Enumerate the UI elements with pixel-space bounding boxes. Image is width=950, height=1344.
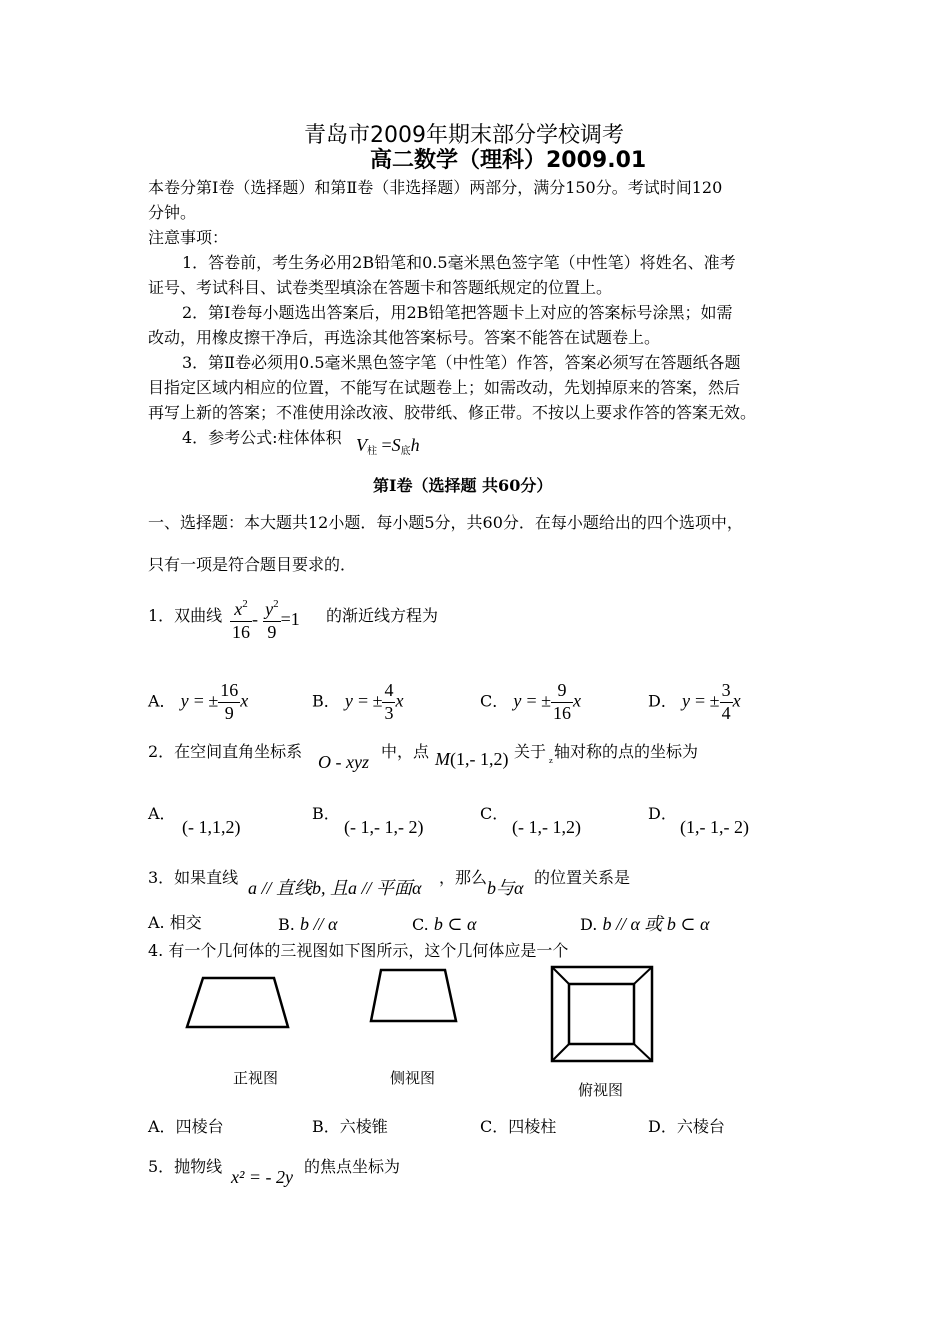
side-view-caption: 侧视图: [390, 1069, 436, 1087]
section-instructions: 只有一项是符合题目要求的．: [148, 555, 357, 574]
q2-axis: z: [549, 757, 553, 765]
notice-label: 注意事项：: [148, 228, 229, 247]
q3-condition: a // 直线b, 且a // 平面α: [248, 878, 422, 898]
q3-option-d[interactable]: D. b // α 或 b ⊂ α: [580, 914, 710, 934]
notice-item: 3．第Ⅱ卷必须用0.5毫米黑色签字笔（中性笔）作答，答案必须写在答题纸各题: [182, 353, 741, 372]
q3-mid: ，那么: [439, 868, 488, 887]
q2-point: M(1,- 1,2): [435, 749, 509, 769]
q2-mid: 中，点: [381, 742, 430, 761]
volume-formula: $V_柱 =S_底h$: [356, 435, 420, 457]
notice-item: 2．第Ⅰ卷每小题选出答案后，用2B铅笔把答题卡上对应的答案标号涂黑；如需: [182, 303, 733, 322]
side-view-figure: [366, 962, 466, 1028]
q1-option-c[interactable]: C． y = ± $\frac{9}{16}$ x: [480, 680, 581, 723]
intro-line: 本卷分第Ⅰ卷（选择题）和第Ⅱ卷（非选择题）两部分，满分150分。考试时间120: [148, 178, 723, 197]
q3-option-c[interactable]: C. b ⊂ α: [412, 914, 477, 934]
question-2-prefix: 2．在空间直角坐标系: [148, 742, 303, 761]
notice-item: 改动，用橡皮擦干净后，再选涂其他答案标号。答案不能答在试题卷上。: [148, 328, 661, 347]
page-title: 青岛市2009年期末部分学校调考: [304, 123, 624, 148]
question-5-suffix: 的焦点坐标为: [304, 1157, 401, 1176]
section-instructions: 一、选择题：本大题共12小题．每小题5分，共60分．在每小题给出的四个选项中，: [148, 513, 743, 532]
notice-item: 目指定区域内相应的位置，不能写在试题卷上；如需改动，先划掉原来的答案，然后: [148, 378, 741, 397]
q1-option-d[interactable]: D． y = ± $\frac{3}{4}$ x: [648, 680, 741, 723]
q4-option-a[interactable]: A．四棱台: [148, 1117, 224, 1136]
q2-option-a[interactable]: (- 1,1,2): [182, 817, 241, 837]
notice-item: 4．参考公式:柱体体积: [182, 428, 342, 447]
question-5-prefix: 5．抛物线: [148, 1157, 223, 1176]
q2-option-c-label[interactable]: C．: [480, 804, 509, 823]
part-heading: 第Ⅰ卷（选择题 共60分）: [373, 476, 553, 495]
question-1-suffix: 的渐近线方程为: [326, 606, 439, 625]
top-view-caption: 俯视图: [578, 1081, 624, 1099]
question-1-prefix: 1．双曲线: [148, 606, 223, 625]
intro-line: 分钟。: [148, 203, 197, 222]
notice-item: 1．答卷前，考生务必用2B铅笔和0.5毫米黑色签字笔（中性笔）将姓名、准考: [182, 253, 736, 272]
q2-option-b[interactable]: (- 1,- 1,- 2): [344, 817, 424, 837]
question-4-stem: 4. 有一个几何体的三视图如下图所示，这个几何体应是一个: [148, 941, 569, 960]
page-subtitle: 高二数学（理科）2009.01: [370, 148, 647, 173]
q3-option-b[interactable]: B. b // α: [278, 914, 338, 934]
q4-option-d[interactable]: D．六棱台: [648, 1117, 725, 1136]
front-view-figure: [180, 970, 300, 1036]
top-view-figure: [548, 963, 658, 1065]
q2-option-d[interactable]: (1,- 1,- 2): [680, 817, 749, 837]
q1-equation: $\frac{x^2}{16}$ - $\frac{y^2}{9}$ =1: [232, 598, 300, 642]
q2-option-a-label[interactable]: A．: [148, 804, 176, 823]
q4-option-b[interactable]: B．六棱锥: [312, 1117, 388, 1136]
q4-option-c[interactable]: C．四棱柱: [480, 1117, 557, 1136]
q3-option-a[interactable]: A. 相交: [148, 913, 202, 932]
notice-item: 证号、考试科目、试卷类型填涂在答题卡和答题纸规定的位置上。: [148, 278, 613, 297]
question-3-prefix: 3．如果直线: [148, 868, 239, 887]
question-2-suffix: 轴对称的点的坐标为: [554, 742, 699, 761]
q1-option-b[interactable]: B． y = ± $\frac{4}{3}$ x: [312, 680, 404, 723]
front-view-caption: 正视图: [233, 1069, 279, 1087]
q3-relation: b与α: [487, 878, 524, 898]
q2-option-b-label[interactable]: B．: [312, 804, 340, 823]
notice-item: 再写上新的答案；不准使用涂改液、胶带纸、修正带。不按以上要求作答的答案无效。: [148, 403, 757, 422]
q2-option-c[interactable]: (- 1,- 1,2): [512, 817, 581, 837]
q2-tail: 关于: [514, 742, 547, 761]
question-3-suffix: 的位置关系是: [534, 868, 631, 887]
q2-coord-system: O - xyz: [318, 752, 369, 772]
q2-option-d-label[interactable]: D．: [648, 804, 677, 823]
q5-equation: x² = - 2y: [231, 1167, 294, 1187]
q1-option-a[interactable]: A． y = ± $\frac{16}{9}$ x: [148, 680, 249, 723]
